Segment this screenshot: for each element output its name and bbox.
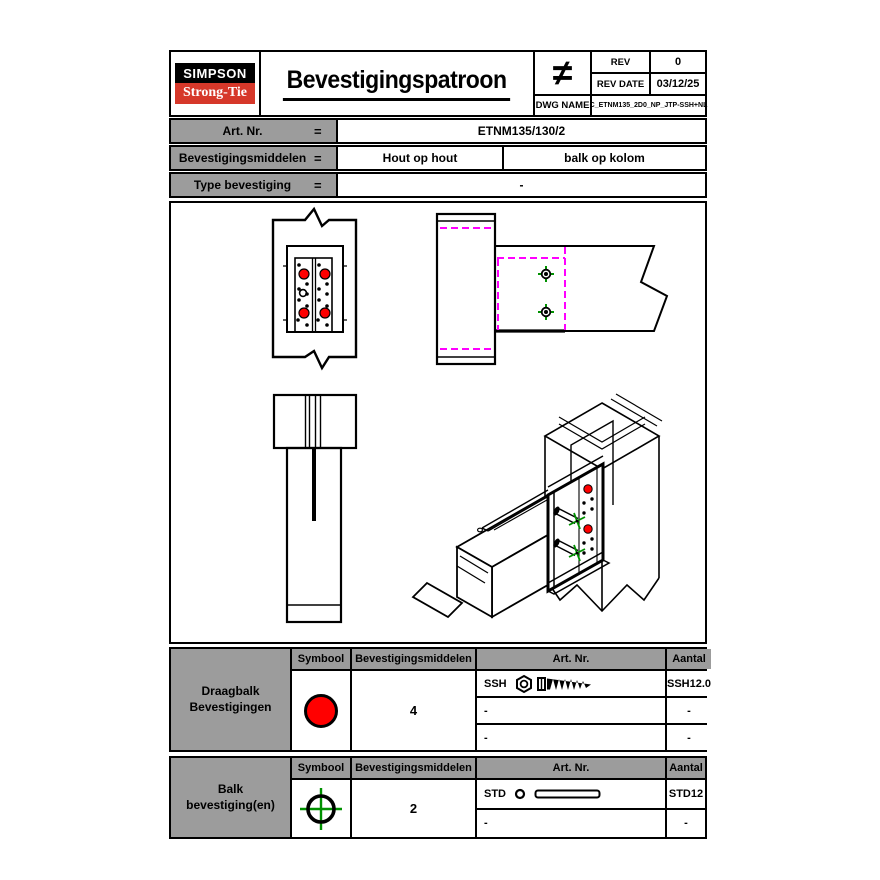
logo-strongtie-text: Strong-Tie	[175, 83, 255, 104]
equals-sign: =	[314, 123, 322, 139]
fastener-table-balk	[169, 756, 707, 839]
hidden-line-magenta	[440, 228, 492, 349]
group-line2: Bevestigingen	[189, 699, 272, 714]
column-header-symbool: Symbool	[292, 758, 350, 778]
column-header-bevestigingsmiddelen: Bevestigingsmiddelen	[352, 758, 475, 778]
group-line1: Draagbalk	[201, 683, 260, 698]
column-header-aantal: Aantal	[667, 649, 711, 669]
fastener-table-draagbalk	[169, 647, 712, 752]
rev-date-value: 03/12/25	[651, 74, 705, 94]
title-cell	[261, 52, 533, 115]
group-label-balk	[171, 758, 290, 837]
art-nr-cell: -	[667, 725, 711, 750]
info-row-type-bevestiging	[169, 172, 707, 198]
column-header-aantal: Aantal	[667, 758, 705, 778]
not-equal-icon: ≠	[535, 52, 590, 94]
art-nr-cell: STD12	[667, 780, 705, 808]
info-label-text: Type bevestiging	[193, 178, 292, 192]
hidden-line-magenta	[497, 247, 565, 330]
info-label-bevestigingsmiddelen	[171, 147, 336, 169]
qty-cell: 2	[352, 780, 475, 837]
group-line1: Balk	[217, 781, 244, 796]
simpson-strongtie-logo	[175, 63, 255, 104]
logo-simpson-text: SIMPSON	[175, 63, 255, 83]
dwg-name-label: DWG NAME	[535, 96, 590, 115]
equals-sign: =	[314, 150, 322, 166]
revision-block	[535, 52, 708, 115]
art-nr-cell: -	[667, 698, 711, 723]
info-label-art-nr	[171, 120, 336, 142]
fastener-code: -	[484, 731, 488, 744]
symbol-cell-red-dot	[292, 671, 350, 750]
info-row-bevestigingsmiddelen	[169, 145, 707, 171]
std-pin-side-icon	[534, 787, 602, 801]
fastener-cell-empty	[477, 725, 665, 750]
art-nr-cell: -	[667, 810, 705, 838]
technical-drawing-svg	[171, 203, 705, 642]
info-value-balk-op-kolom: balk op kolom	[504, 147, 705, 169]
column-header-art-nr: Art. Nr.	[477, 649, 665, 669]
info-label-type-bevestiging	[171, 174, 336, 196]
equals-sign: =	[314, 177, 322, 193]
column-header-art-nr: Art. Nr.	[477, 758, 665, 778]
art-nr-cell: SSH12.0	[667, 671, 711, 696]
column-header-bevestigingsmiddelen: Bevestigingsmiddelen	[352, 649, 475, 669]
dwg-name-value: C_ETNM135_2D0_NP_JTP-SSH+NL	[592, 96, 705, 115]
column-header-symbool: Symbool	[292, 649, 350, 669]
pilot-hole-marker	[300, 290, 307, 297]
fastener-cell-std	[477, 780, 665, 808]
rev-value: 0	[651, 52, 705, 72]
std-pin-end-icon	[513, 787, 527, 801]
fastener-cell-empty	[477, 698, 665, 723]
red-dot-symbol	[304, 694, 338, 728]
info-value-art-nr: ETNM135/130/2	[338, 120, 705, 142]
top-view-beam-slot	[274, 395, 356, 622]
group-line2: bevestiging(en)	[186, 797, 275, 812]
sheet-header	[169, 50, 707, 117]
fastener-code: STD	[484, 787, 506, 800]
info-label-text: Bevestigingsmiddelen	[178, 151, 307, 165]
rev-label: REV	[592, 52, 649, 72]
info-row-art-nr	[169, 118, 707, 144]
info-value-hout-op-hout: Hout op hout	[338, 147, 502, 169]
ssh-hex-head-icon	[517, 676, 531, 692]
rev-date-label: REV DATE	[592, 74, 649, 94]
info-value-type: -	[338, 174, 705, 196]
fastener-code: SSH	[484, 677, 507, 690]
group-label-draagbalk	[171, 649, 290, 750]
fastener-cell-empty	[477, 810, 665, 838]
front-view-fastener-pattern	[273, 209, 356, 368]
qty-cell: 4	[352, 671, 475, 750]
std-dowel-markers	[538, 266, 554, 320]
fastener-cell-ssh	[477, 671, 665, 696]
logo-cell	[171, 52, 259, 115]
page-title: Bevestigingspatroon	[283, 66, 510, 101]
isometric-view-connection	[413, 394, 662, 617]
symbol-cell-crosshair	[292, 780, 350, 837]
drawing-area	[169, 201, 707, 644]
ssh-screw-icon	[514, 673, 592, 695]
crosshair-symbol	[298, 786, 344, 832]
sheet	[169, 50, 712, 840]
fastener-code: -	[484, 704, 488, 717]
side-view-beam-on-column	[437, 214, 667, 364]
info-label-text: Art. Nr.	[222, 124, 263, 138]
fastener-code: -	[484, 817, 488, 830]
